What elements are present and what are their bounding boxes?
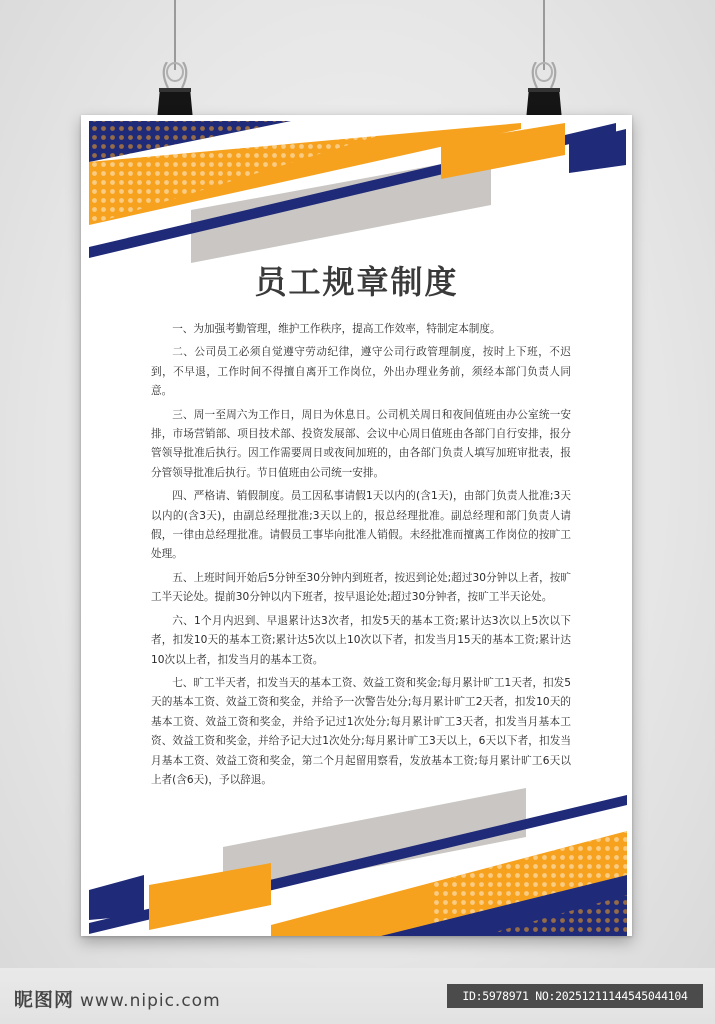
binder-clip-icon bbox=[155, 62, 195, 120]
hanging-wire-right bbox=[543, 0, 545, 70]
rule-paragraph: 六、1个月内迟到、早退累计达3次者，扣发5天的基本工资;累计达3次以上5次以下者，扣发10天的基本工资;累计达5次以上10次以下者，扣发当月15天的基本工资;累计达10次以上者，扣发当月的基本工资。 bbox=[151, 614, 571, 666]
site-url: www.nipic.com bbox=[80, 991, 221, 1011]
rule-paragraph: 一、为加强考勤管理，维护工作秩序，提高工作效率，特制定本制度。 bbox=[172, 323, 501, 335]
rule-paragraph: 四、严格请、销假制度。员工因私事请假1天以内的(含1天)，由部门负责人批准;3天以内的(含3天)，由副总经理批准;3天以上的，报总经理批准。副总经理和部门负责人请假，一律由总经理批准。请假员工事毕向批准人销假。未经批准而擅离工作岗位的按旷工处理。 bbox=[151, 490, 571, 561]
rule-paragraph: 五、上班时间开始后5分钟至30分钟内到班者，按迟到论处;超过30分钟以上者，按旷工半天论处。提前30分钟以内下班者，按早退论处;超过30分钟者，按旷工半天论处。 bbox=[151, 571, 571, 604]
rule-paragraph: 三、周一至周六为工作日，周日为休息日。公司机关周日和夜间值班由办公室统一安排，市场营销部、项目技术部、投资发展部、会议中心周日值班由各部门自行安排，报分管领导批准后执行。因工作需要周日或夜间加班的，由各部门负责人填写加班审批表，报分管领导批准后执行。节日值班由公司统一安排。 bbox=[151, 408, 571, 479]
rule-paragraph: 七、旷工半天者，扣发当天的基本工资、效益工资和奖金;每月累计旷工1天者，扣发5天的基本工资、效益工资和奖金，并给予一次警告处分;每月累计旷工2天者，扣发10天的基本工资、效益工资和奖金，并给予记过1次处分;每月累计旷工3天者，扣发当月基本工资、效益工资和奖金，并给予记大过1次处分;每月累计旷工3天以上，6天以下者，扣发当月基本工资、效益工资和奖金，第二个月起留用察看，发放基本工资;每月累计旷工6天以上者(含6天)，予以辞退。 bbox=[151, 676, 571, 786]
hanging-wire-left bbox=[174, 0, 176, 70]
image-id-badge: ID:5978971 NO:20251211144545044104 bbox=[447, 984, 703, 1008]
poster-title: 员工规章制度 bbox=[254, 263, 459, 301]
site-logo-text: 昵图网 bbox=[14, 989, 75, 1011]
rule-paragraph: 二、公司员工必须自觉遵守劳动纪律，遵守公司行政管理制度，按时上下班，不迟到，不早退，工作时间不得擅自离开工作岗位，外出办理业务前，须经本部门负责人同意。 bbox=[151, 346, 571, 398]
poster-sheet bbox=[81, 115, 632, 936]
binder-clip-icon bbox=[524, 62, 564, 120]
rules-body bbox=[151, 320, 571, 794]
site-watermark bbox=[14, 985, 221, 1012]
